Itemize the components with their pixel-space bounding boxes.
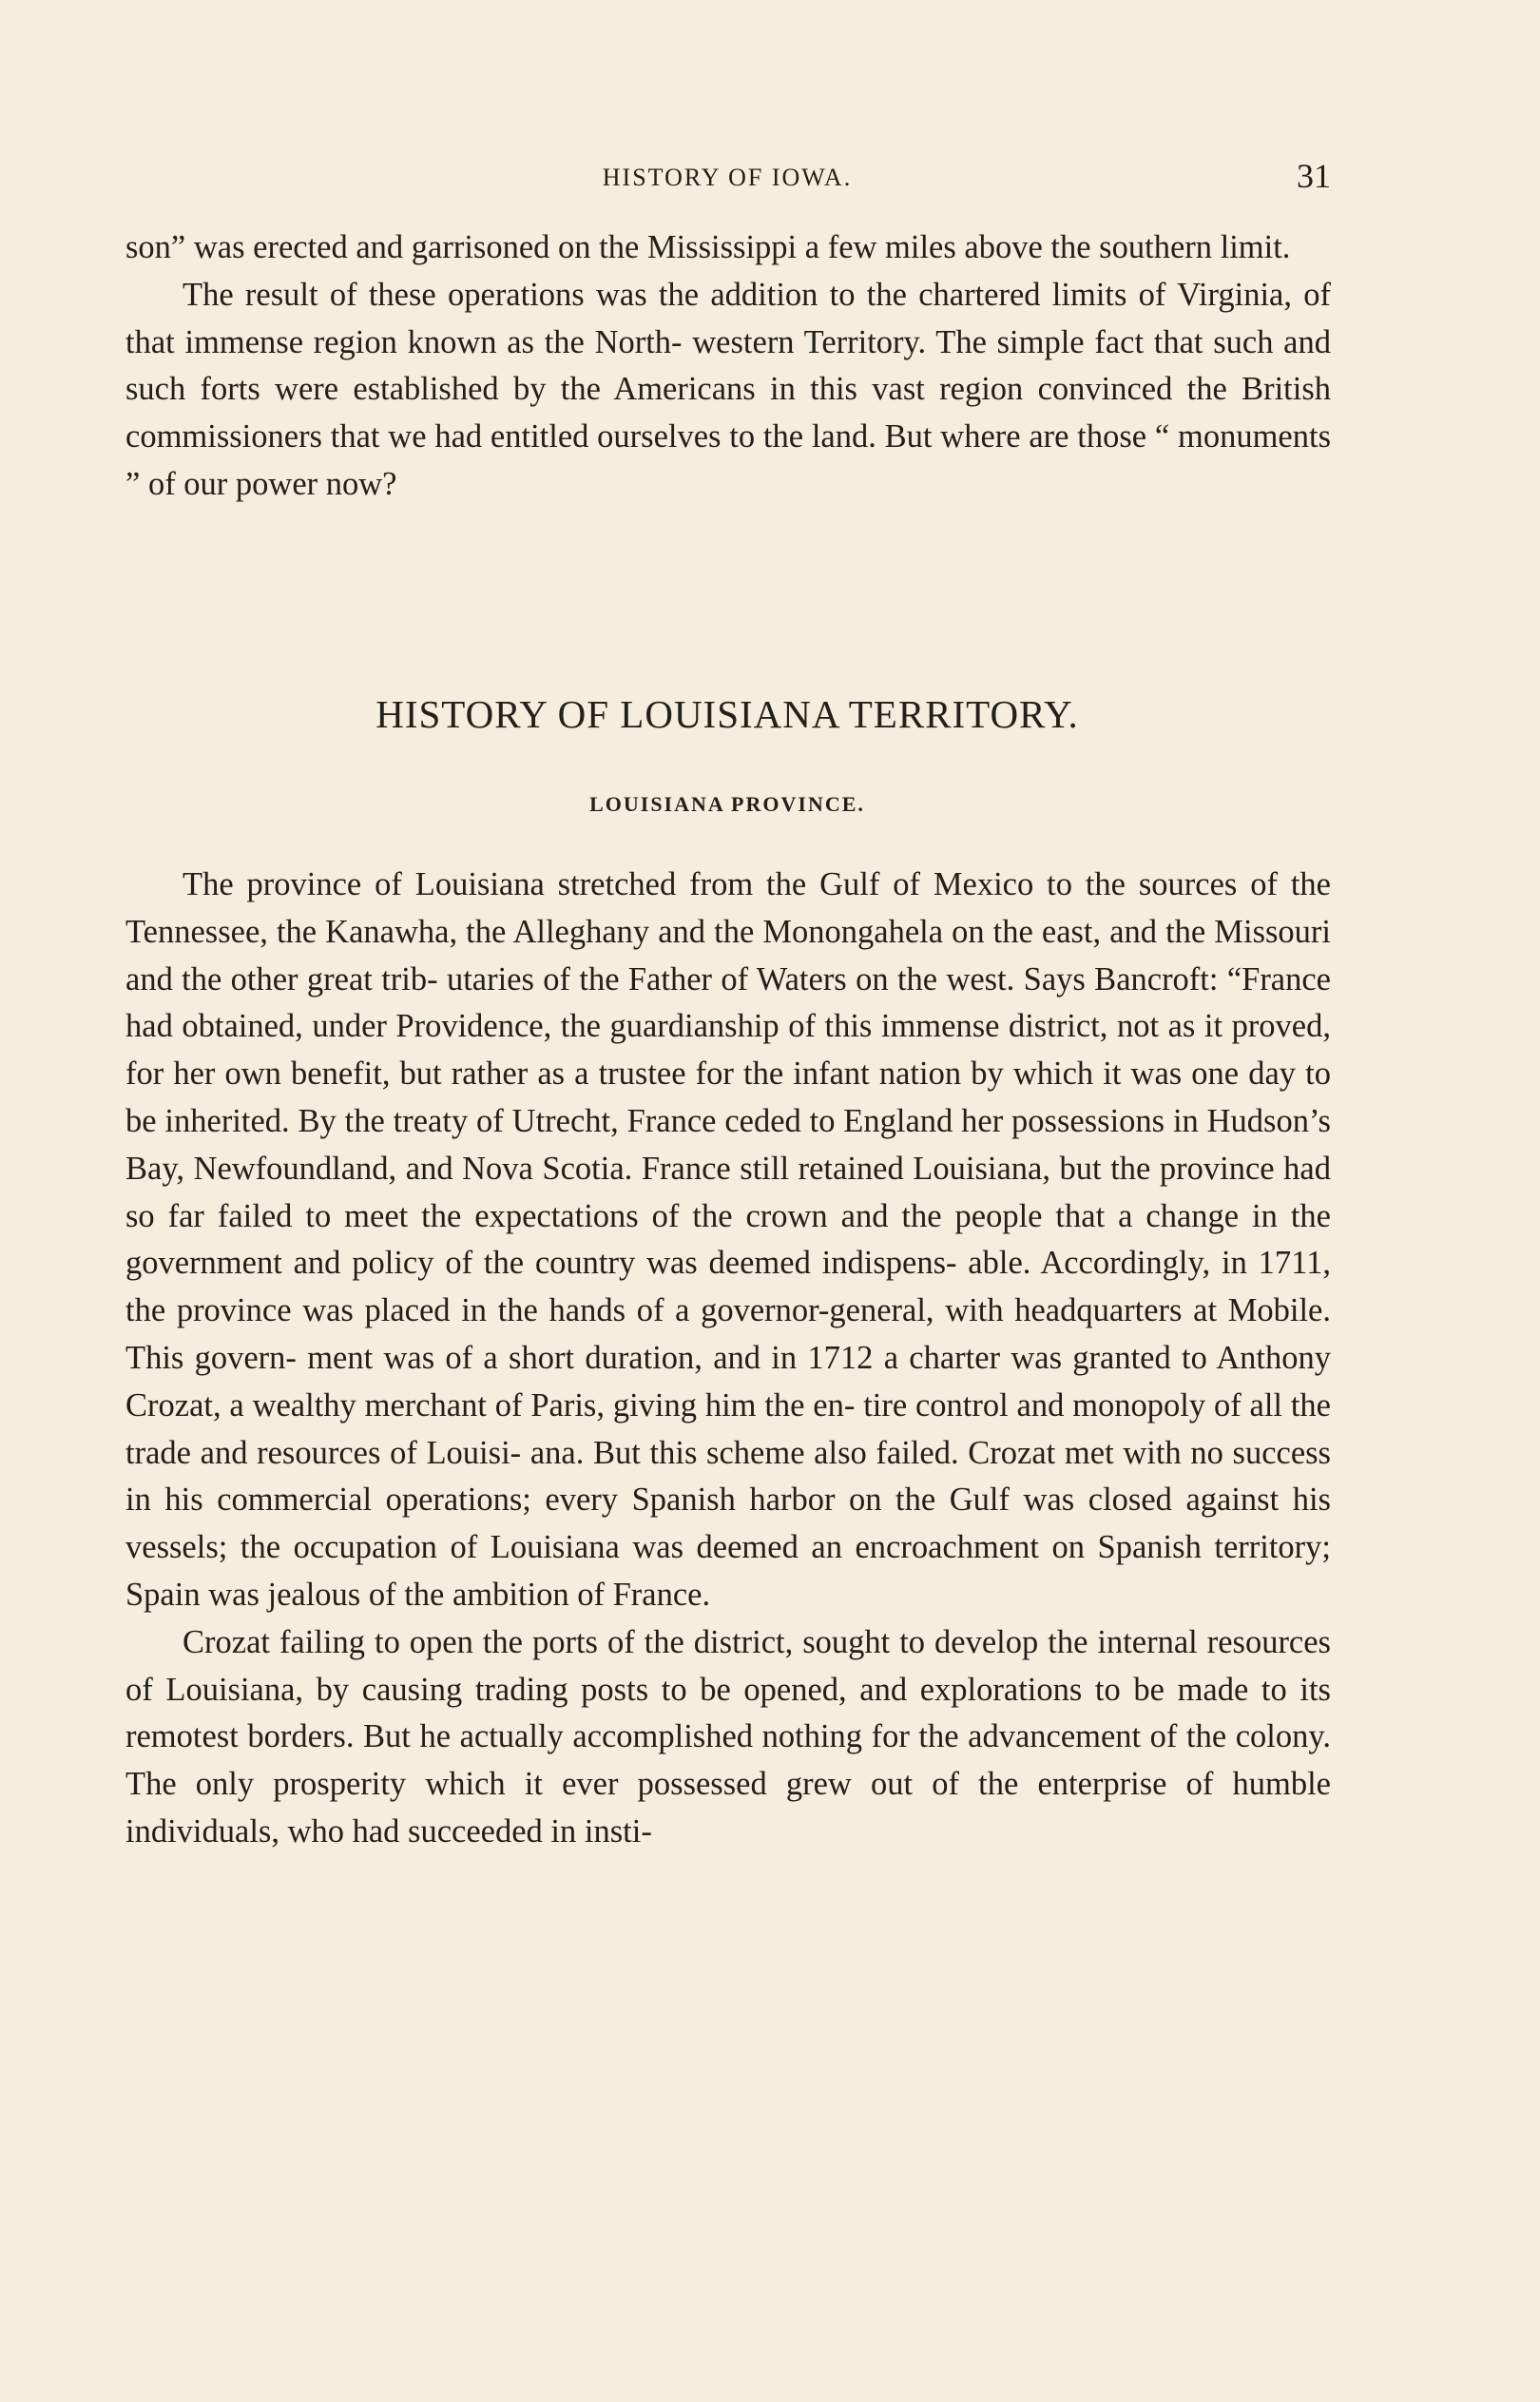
paragraph: The province of Louisiana stretched from the Gulf of Mexico to the sources of the Tennessee, the Kanawha, the Alleghany and the Monongahela on the east, and the Missouri and the other great trib- utaries of the Father of Waters on the west. Says Bancroft: “France had obtained, under Providence, the guardianship of this immense district, not as it proved, for her own benefit, but rather as a trustee for the infant nation by which it was one day to be inherited. By the treaty of Utrecht, France ceded to England her possessions in Hudson’s Bay, Newfoundland, and Nova Scotia. France still retained Louisiana, but the province had so far failed to meet the expectations of the crown and the people that a change in the government and policy of the country was deemed indispens- able. Accordingly, in 1711, the province was placed in the hands of a governor-general, with headquarters at Mobile. This govern- ment was of a short duration, and in 1712 a charter was granted to Anthony Crozat, a wealthy merchant of Paris, giving him the en- tire control and monopoly of all the trade and resources of Louisi- ana. But this scheme also failed. Crozat met with no success in his commercial operations; every Spanish harbor on the Gulf was closed against his vessels; the occupation of Louisiana was deemed an encroachment on Spanish territory; Spain was jealous of the ambition of France. [125, 866, 1331, 1613]
body-text [125, 862, 1331, 1856]
section-subheading: LOUISIANA PROVINCE. [589, 792, 865, 816]
paragraph: The result of these operations was the addition to the chartered limits of Virginia, of that immense region known as the North- western Territory. The simple fact that such and such forts were established by the Americans in this vast region convinced the British commissioners that we had entitled ourselves to the land. But where are those “ monuments ” of our power now? [125, 276, 1331, 502]
paragraph: son” was erected and garrisoned on the Mississippi a few miles above the southern limit. [125, 229, 1291, 265]
running-title: HISTORY OF IOWA. [602, 164, 853, 191]
page-number: 31 [1297, 157, 1331, 195]
paragraph: Crozat failing to open the ports of the district, sought to develop the internal resources of Louisiana, by causing trading posts to be opened, and explorations to be made to its remotest borders. But he actually accomplished nothing for the advancement of the colony. The only prosperity which it ever possessed grew out of the enterprise of humble individuals, who had succeeded in insti- [125, 1623, 1331, 1850]
running-header [124, 156, 1331, 202]
intro-text [125, 224, 1331, 509]
section-heading: HISTORY OF LOUISIANA TERRITORY. [375, 692, 1079, 736]
